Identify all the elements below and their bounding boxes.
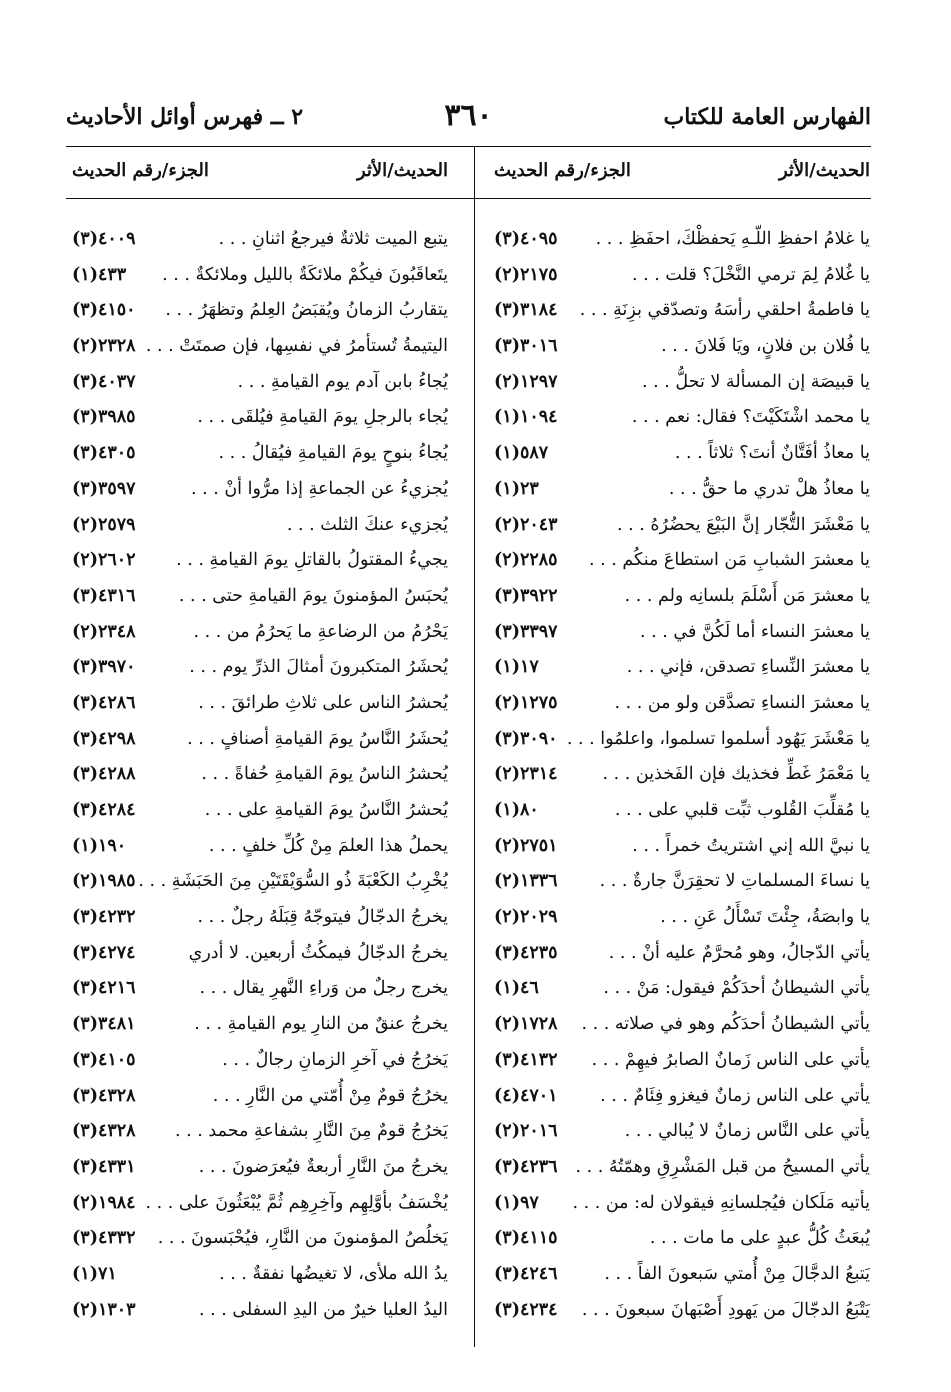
page-number: ٣٦٠: [444, 98, 493, 133]
index-entry: [72, 579, 448, 615]
hadith-reference: (٤)٤٧٠١: [494, 1085, 558, 1106]
hadith-text: يَخلُصُ المؤمنونَ من النَّارِ، فيُحْبَسونَ . . .: [157, 1228, 448, 1249]
hadith-text: يأتي على الناس زَمانٌ الصابرُ فيهِمْ . . .: [591, 1049, 870, 1070]
right-column-header: [494, 160, 870, 190]
hadith-text: يا معشرَ النساء أما لَكُنَّ في . . .: [640, 621, 870, 642]
hadith-text: يا مَعْشَرَ التُّجّار إنَّ البَيْعَ يحضُرُهُ . . .: [617, 514, 870, 535]
hadith-text: يخرج رجلٌ من وَراءِ النَّهرِ يقال . . .: [199, 978, 448, 999]
hadith-text: يا وابصَةُ، جِئْتَ تَسْأَلُ عَنِ . . .: [660, 907, 870, 928]
hadith-text: يُبعَثُ كُلُّ عبدٍ على ما مات . . .: [649, 1228, 870, 1249]
hadith-reference: (٢)٢٦٠٢: [72, 550, 136, 571]
hadith-reference: (٢)١٢٧٥: [494, 692, 558, 713]
hadith-text: يا نساءَ المسلماتِ لا تحقِرَنَّ جارةٌ . . .: [599, 871, 870, 892]
hadith-reference: (١)١٠٩٤: [494, 407, 558, 428]
hadith-reference: (٣)٤٢٤٦: [494, 1263, 558, 1284]
index-entry: [72, 936, 448, 972]
hadith-reference: (٢)١٣٠٣: [72, 1299, 136, 1320]
hadith-reference: (١)١٩٠: [72, 835, 127, 856]
hadith-reference: (٣)٤٣٣٢: [72, 1228, 136, 1249]
index-entry: [494, 864, 870, 900]
hadith-reference: (٣)٤٢٣٥: [494, 942, 558, 963]
hadith-text: يا غُلامُ لِمَ ترمي النَّخْلَ؟ قلت . . .: [632, 264, 870, 285]
index-entry: [72, 722, 448, 758]
index-entry: [494, 365, 870, 401]
hadith-reference: (٣)٤١٣٢: [494, 1049, 558, 1070]
hadith-reference: (٢)٢٧٥١: [494, 835, 558, 856]
hadith-reference: (٣)٤٢٨٨: [72, 764, 136, 785]
hadith-reference: (٢)٢٠٢٩: [494, 907, 558, 928]
hadith-reference: (٢)١٧٢٨: [494, 1014, 558, 1035]
hadith-reference: (١)٤٦: [494, 978, 539, 999]
hadith-text: يا معشرَ النِّساءِ تصدقن، فإني . . .: [626, 657, 870, 678]
hadith-text: يأتي على الناس زمانٌ فيغزو فِئَامٌ . . .: [600, 1085, 870, 1106]
hadith-text: يتَعاقَبُونَ فيكُمْ ملائكَةٌ بالليل وملائكةٌ . . .: [162, 264, 448, 285]
hadith-reference: (٣)٣٩٧٠: [72, 657, 136, 678]
index-entry: [72, 1114, 448, 1150]
index-entry: [72, 400, 448, 436]
page-header: [66, 96, 871, 136]
hadith-text: يحملُ هذا العلمَ مِنْ كُلِّ خلفٍ . . .: [208, 835, 448, 856]
hadith-text: يُخْرِبُ الكَعْبَةَ ذُو السُّوَيْقَتَيْنِ مِنَ الحَبَشَةِ . . .: [138, 871, 448, 892]
hadith-reference: (١)٢٣: [494, 478, 539, 499]
hadith-reference: (٣)٤٠٠٩: [72, 229, 136, 249]
hadith-reference: (٢)٢٥٧٩: [72, 514, 136, 535]
hadith-reference: (٣)٤٣١٦: [72, 585, 136, 606]
hadith-text: يُحشرُ النَّاسُ يومَ القيامةِ على . . .: [204, 800, 448, 820]
index-entry: [494, 293, 870, 329]
hadith-reference: (٣)٣١٨٤: [494, 300, 558, 321]
hadith-text: يُجزيء عنكَ الثلث . . .: [286, 514, 448, 535]
hadith-reference: (٢)٢٠١٦: [494, 1121, 558, 1142]
index-entry: [72, 222, 448, 258]
index-entry: [72, 793, 448, 829]
index-entry: [72, 365, 448, 401]
index-entry: [72, 1007, 448, 1043]
hadith-reference: (٣)٤٣٣١: [72, 1156, 136, 1177]
hadith-reference: (٣)٤٢٩٨: [72, 728, 136, 749]
index-entry: [72, 293, 448, 329]
hadith-reference: (١)٤٣٣: [72, 264, 127, 285]
book-section-title: الفهارس العامة للكتاب: [663, 104, 871, 130]
index-entry: [494, 1186, 870, 1222]
index-entry: [494, 1257, 870, 1293]
hadith-reference: (٢)٢٠٤٣: [494, 514, 558, 535]
index-entry: [494, 757, 870, 793]
hadith-reference: (٣)٣٠١٦: [494, 336, 558, 357]
index-entry: [72, 615, 448, 651]
hadith-text: يا فُلان بن فلانٍ، ويَا فَلانَ . . .: [661, 336, 870, 357]
hadith-reference: (٣)٣٠٩٠: [494, 728, 558, 749]
hadith-text: يُحشَرُ النَّاسُ يومَ القيامةِ أصنافٍ . . .: [187, 728, 448, 749]
index-entry: [494, 650, 870, 686]
hadith-text: يأتي المسيحُ من قبل المَشْرِقِ وهمّتُهُ . . .: [575, 1156, 870, 1177]
hadith-text: اليتيمةُ تُستأمرُ في نفسِها، فإن صمتَتْ . . .: [145, 336, 448, 357]
hadith-text: يا فاطمةُ احلقي رأسَهُ وتصدّقي بزِنَةِ . . .: [579, 300, 870, 321]
index-entry: [494, 329, 870, 365]
hadith-text: يخرُجُ قومٌ مِنْ أُمّتي من النَّارِ . . .: [212, 1085, 448, 1106]
index-entry: [494, 1079, 870, 1115]
right-index-column: [494, 222, 870, 1347]
hadith-reference: (٢)٢١٧٥: [494, 264, 558, 285]
hadith-text: يا معشرَ الشبابِ مَن استطاعَ منكُم . . .: [589, 550, 870, 571]
hadith-reference: (٢)١٢٩٧: [494, 371, 558, 392]
hadith-reference: (٣)٤٢٧٤: [72, 942, 136, 963]
index-entry: [72, 508, 448, 544]
hadith-text: يا مَعْشَرَ يَهُود أسلموا تسلموا، واعلمُوا . . .: [566, 728, 870, 749]
hadith-reference: (٣)٤١٥٠: [72, 300, 136, 321]
index-entry: [494, 615, 870, 651]
hadith-reference: (٣)٣٩٢٢: [494, 585, 558, 606]
index-entry: [72, 436, 448, 472]
index-entry: [494, 936, 870, 972]
hadith-reference: (٣)٤١١٥: [494, 1228, 558, 1249]
hadith-text: يَخرُجُ في آخرِ الزمانِ رجالٌ . . .: [222, 1049, 448, 1070]
index-entry: [72, 329, 448, 365]
index-entry: [72, 971, 448, 1007]
index-entry: [72, 864, 448, 900]
index-entry: [494, 400, 870, 436]
hadith-text: يخرجُ الدجّالُ فيمكُثُ أربعين. لا أدري: [188, 942, 448, 963]
index-entry: [494, 436, 870, 472]
ref-column-heading: الجزء/رقم الحديث: [494, 160, 631, 181]
hadith-reference: (٢)١٣٣٦: [494, 871, 558, 892]
header-rule: [66, 146, 871, 147]
hadith-text: يخرجُ عنقٌ من النارِ يوم القيامةِ . . .: [194, 1014, 448, 1035]
index-entry: [494, 1007, 870, 1043]
index-entry: [72, 1043, 448, 1079]
index-entry: [494, 829, 870, 865]
index-entry: [494, 971, 870, 1007]
hadith-text: يُجاءُ بنوحٍ يومَ القيامةِ فيُقالُ . . .: [218, 443, 448, 464]
hadith-reference: (٣)٤٢٨٦: [72, 692, 136, 713]
index-entry: [494, 258, 870, 294]
hadith-text: يَتْبَعُ الدجّالَ من يَهودِ أَصْبَهانَ سبعونَ . . .: [581, 1299, 870, 1320]
index-entry: [72, 650, 448, 686]
index-entry: [72, 543, 448, 579]
left-index-column: [72, 222, 448, 1347]
index-entry: [494, 722, 870, 758]
index-entry: [72, 472, 448, 508]
hadith-text: يخرجُ الدجّالُ فيتوجّهُ قِبَلَهُ رجلٌ . . .: [197, 907, 448, 928]
column-divider: [474, 147, 475, 1347]
hadith-column-heading: الحديث/الأثر: [778, 160, 870, 181]
index-entry: [494, 508, 870, 544]
hadith-reference: (٣)٤٠٩٥: [494, 229, 558, 249]
index-entry: [72, 1186, 448, 1222]
index-entry: [494, 579, 870, 615]
ref-column-heading: الجزء/رقم الحديث: [72, 160, 209, 181]
index-entry: [72, 1257, 448, 1293]
hadith-reference: (١)١٧: [494, 657, 539, 678]
index-entry: [72, 1293, 448, 1329]
index-entry: [72, 1079, 448, 1115]
hadith-text: يا معاذُ هلْ تدري ما حقُّ . . .: [668, 478, 870, 499]
hadith-text: يَحْرُمُ من الرضاعةِ ما يَحرُمُ من . . .: [193, 621, 448, 642]
hadith-reference: (٣)٤٢٣٢: [72, 907, 136, 928]
index-entry: [494, 543, 870, 579]
hadith-text: يَخرُجُ قومٌ مِنَ النَّارِ بشفاعةِ محمد . . .: [175, 1121, 448, 1142]
index-entry: [72, 829, 448, 865]
hadith-text: يا مُقلِّبَ القُلوب ثبِّت قلبي على . . .: [614, 800, 870, 820]
hadith-column-heading: الحديث/الأثر: [356, 160, 448, 181]
hadith-reference: (١)٩٧: [494, 1192, 539, 1213]
hadith-text: يُحبَسُ المؤمنونَ يومَ القيامةِ حتى . . .: [178, 585, 448, 606]
hadith-text: يا معشرَ النساءِ تصدَّقن ولو من . . .: [614, 692, 870, 713]
hadith-text: يُجاء بالرجلِ يومَ القيامةِ فيُلقَى . . .: [197, 407, 448, 428]
hadith-reference: (٣)٣٣٩٧: [494, 621, 558, 642]
index-entry: [494, 1150, 870, 1186]
hadith-text: يأتيه مَلَكان فيُجلسانِهِ فيقولان له: من . . .: [572, 1192, 870, 1213]
hadith-text: يُجزيءُ عن الجماعةِ إذا مرُّوا أنْ . . .: [190, 478, 448, 499]
index-entry: [494, 1043, 870, 1079]
hadith-reference: (٣)٤٢٣٦: [494, 1156, 558, 1177]
hadith-text: يأتي الشيطانُ أحدَكُمْ فيقول: مَنْ . . .: [603, 978, 870, 999]
hadith-reference: (١)٧١: [72, 1263, 117, 1284]
hadith-reference: (٣)٣٥٩٧: [72, 478, 136, 499]
hadith-text: يأتي على النَّاس زمانٌ لا يُبالي . . .: [624, 1121, 870, 1142]
hadith-text: يا نبيَّ الله إني اشتريتُ خمراً . . .: [632, 835, 870, 856]
index-entry: [72, 900, 448, 936]
hadith-reference: (٣)٤٣٢٨: [72, 1085, 136, 1106]
hadith-text: يُحشرُ الناس على ثلاثِ طرائقَ . . .: [198, 692, 448, 713]
hadith-reference: (٣)٤٢٣٤: [494, 1299, 558, 1320]
index-entry: [494, 1293, 870, 1329]
hadith-text: يَتبعُ الدجَّالَ مِنْ أُمتي سَبعونَ الفاً . . .: [604, 1263, 870, 1284]
hadith-text: يُحشرُ الناسُ يومَ القيامةِ حُفاةً . . .: [201, 764, 448, 785]
hadith-reference: (٣)٤٣٠٥: [72, 443, 136, 464]
hadith-reference: (٢)٢٢٨٥: [494, 550, 558, 571]
hadith-text: يأتي الشيطانُ أحدَكُم وهو في صلاته . . .: [581, 1014, 870, 1035]
hadith-text: يأتي الدّجالُ، وهو مُحرَّمٌ عليه أنْ . . .: [608, 942, 870, 963]
index-entry: [494, 1221, 870, 1257]
hadith-text: يُخْسَفُ بأوَّلِهِم وآخِرِهِم ثُمَّ يُبْعَثُونَ على . . .: [145, 1192, 448, 1213]
hadith-reference: (٣)٤٢١٦: [72, 978, 136, 999]
hadith-reference: (٣)٣٤٨١: [72, 1014, 136, 1035]
hadith-text: يا غلامُ احفظِ اللّـهِ يَحفظْكَ، احفَظِ . . .: [595, 229, 870, 249]
hadith-reference: (٢)٢٣٢٨: [72, 336, 136, 357]
hadith-text: يا قبيصَة إن المسألة لا تحلُّ . . .: [642, 371, 870, 392]
hadith-reference: (٢)٢٣١٤: [494, 764, 558, 785]
hadith-reference: (٢)١٩٨٥: [72, 871, 136, 892]
index-title: ٢ ــ فهرس أوائل الأحاديث: [66, 104, 304, 130]
index-entry: [494, 1114, 870, 1150]
hadith-text: اليدُ العليا خيرٌ من اليدِ السفلى . . .: [198, 1299, 448, 1320]
hadith-text: يا معشرَ مَن أَسْلَمَ بلسانِه ولم . . .: [624, 585, 870, 606]
hadith-text: يجيءُ المقتولُ بالقاتلِ يومَ القيامةِ . . .: [176, 550, 448, 571]
index-entry: [72, 1221, 448, 1257]
hadith-text: يُجاءُ بابن آدم يوم القيامةِ . . .: [237, 371, 448, 392]
hadith-text: يتبع الميت ثلاثةٌ فيرجعُ اثنانِ . . .: [218, 229, 448, 249]
index-entry: [72, 258, 448, 294]
index-entry: [72, 1150, 448, 1186]
left-column-header: [72, 160, 448, 190]
index-entry: [72, 686, 448, 722]
column-header-rule: [66, 198, 871, 199]
hadith-text: يُحشَرُ المتكبرونَ أمثالَ الذرِّ يوم . . .: [189, 657, 448, 678]
hadith-reference: (٣)٤٠٣٧: [72, 371, 136, 392]
hadith-reference: (٣)٤٣٢٨: [72, 1121, 136, 1142]
index-entry: [494, 472, 870, 508]
hadith-reference: (١)٨٠: [494, 800, 539, 820]
hadith-reference: (٣)٤٢٨٤: [72, 800, 136, 820]
hadith-reference: (٣)٤١٠٥: [72, 1049, 136, 1070]
hadith-text: يدُ الله ملأى، لا تغيضُها نفقةٌ . . .: [219, 1263, 448, 1284]
index-entry: [494, 222, 870, 258]
hadith-reference: (٣)٣٩٨٥: [72, 407, 136, 428]
hadith-reference: (٢)٢٣٤٨: [72, 621, 136, 642]
index-entry: [494, 686, 870, 722]
hadith-text: يا معاذُ أفَتَّانٌ أنتَ؟ ثلاثاً . . .: [674, 443, 870, 464]
index-entry: [494, 793, 870, 829]
hadith-reference: (٢)١٩٨٤: [72, 1192, 136, 1213]
hadith-text: يا محمد اشْتَكَيْتَ؟ فقال: نعم . . .: [631, 407, 870, 428]
index-entry: [494, 900, 870, 936]
hadith-reference: (١)٥٨٧: [494, 443, 549, 464]
hadith-text: يخرجُ منَ النَّارِ أربعةٌ فيُعرَضونَ . . .: [198, 1156, 448, 1177]
index-entry: [72, 757, 448, 793]
hadith-text: يتقاربُ الزمانُ ويُقبَضُ العِلمُ وتظهَرُ . . .: [165, 300, 448, 321]
hadith-text: يا مَعْمَرُ غَطِّ فخذيك فإن الفَخذين . . .: [602, 764, 870, 785]
